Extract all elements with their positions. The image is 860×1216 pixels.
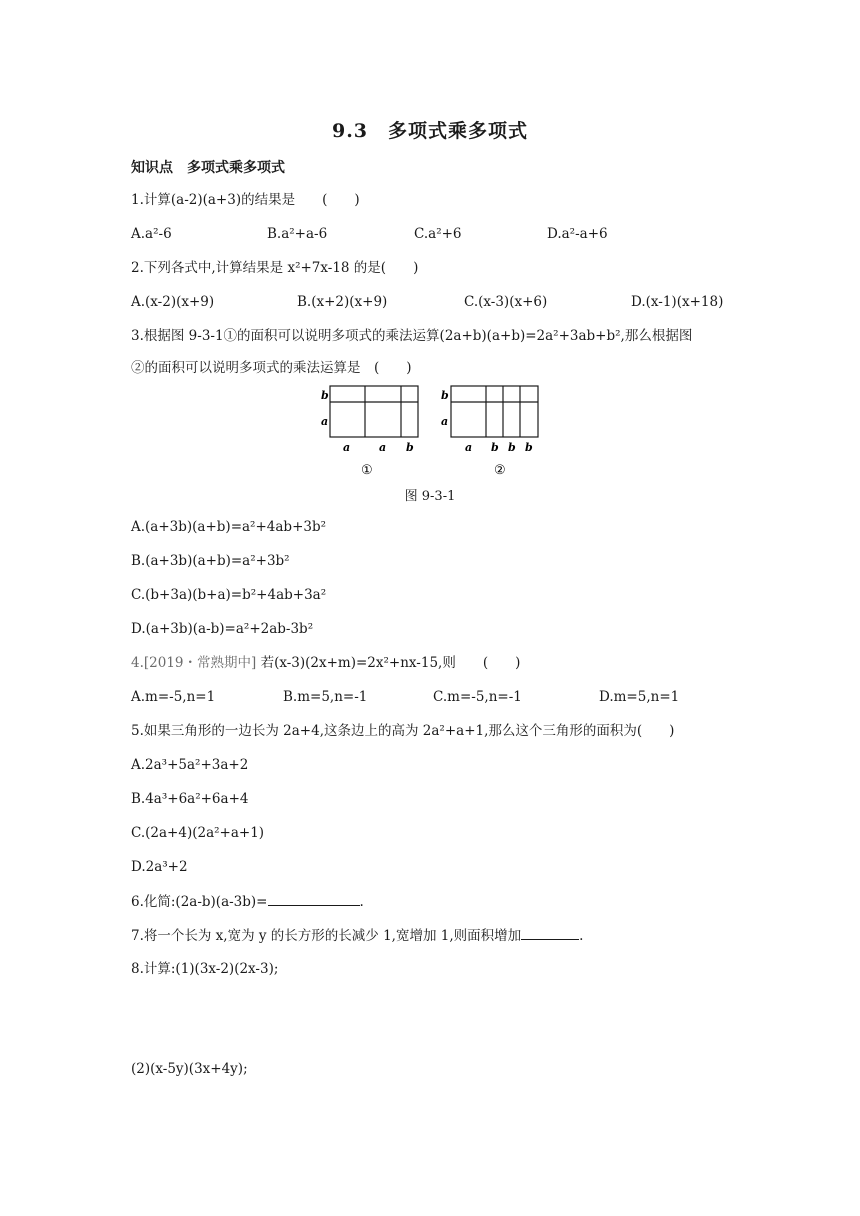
right-label-b: b bbox=[441, 389, 449, 402]
figure-caption: 图 9-3-1 bbox=[404, 489, 456, 504]
question-4-option-b: B.m=5,n=-1 bbox=[283, 689, 368, 705]
question-7-answer-blank[interactable] bbox=[521, 926, 579, 940]
question-4-option-c: C.m=-5,n=-1 bbox=[433, 689, 522, 705]
right-x-label-4: b bbox=[525, 441, 533, 454]
question-1-stem: 1.计算(a-2)(a+3)的结果是 ( ) bbox=[131, 192, 360, 208]
right-label-a: a bbox=[441, 415, 449, 428]
question-6-answer-blank[interactable] bbox=[268, 892, 360, 906]
question-1-option-a: A.a²-6 bbox=[131, 226, 172, 242]
figure-right bbox=[441, 386, 538, 478]
question-8-part-2: (2)(x-5y)(3x+4y); bbox=[131, 1061, 248, 1077]
left-label-b: b bbox=[321, 389, 329, 402]
page-title: 9.3 多项式乘多项式 bbox=[331, 120, 529, 142]
question-3-option-a: A.(a+3b)(a+b)=a²+4ab+3b² bbox=[131, 519, 327, 535]
question-1-option-b: B.a²+a-6 bbox=[267, 226, 328, 242]
question-7 bbox=[131, 926, 583, 945]
question-8-stem: 8.计算:(1)(3x-2)(2x-3); bbox=[131, 961, 279, 977]
left-x-label-1: a bbox=[343, 441, 351, 454]
question-5-option-d: D.2a³+2 bbox=[131, 859, 188, 875]
question-3-stem-line-2: ②的面积可以说明多项式的乘法运算是 ( ) bbox=[131, 360, 412, 376]
left-x-label-3: b bbox=[406, 441, 414, 454]
question-5-option-b: B.4a³+6a²+6a+4 bbox=[131, 791, 249, 807]
question-5-option-a: A.2a³+5a²+3a+2 bbox=[131, 757, 249, 773]
question-2-option-d: D.(x-1)(x+18) bbox=[631, 294, 724, 310]
question-6-stem: 6.化简:(2a-b)(a-3b)= bbox=[131, 894, 268, 910]
question-2-option-b: B.(x+2)(x+9) bbox=[297, 294, 388, 310]
left-label-a: a bbox=[321, 415, 329, 428]
question-2-option-a: A.(x-2)(x+9) bbox=[131, 294, 215, 310]
question-3-option-c: C.(b+3a)(b+a)=b²+4ab+3a² bbox=[131, 587, 327, 603]
left-figure-number: ① bbox=[361, 463, 373, 478]
question-1-option-c: C.a²+6 bbox=[414, 226, 462, 242]
question-6-end: . bbox=[359, 894, 364, 910]
question-3-option-b: B.(a+3b)(a+b)=a²+3b² bbox=[131, 553, 290, 569]
right-figure-number: ② bbox=[494, 463, 506, 478]
section-heading: 知识点 多项式乘多项式 bbox=[131, 160, 285, 176]
question-7-end: . bbox=[579, 928, 584, 944]
right-x-label-3: b bbox=[508, 441, 516, 454]
question-4-option-a: A.m=-5,n=1 bbox=[131, 689, 216, 705]
question-4-option-d: D.m=5,n=1 bbox=[599, 689, 680, 705]
question-1-option-d: D.a²-a+6 bbox=[547, 226, 608, 242]
question-2-stem: 2.下列各式中,计算结果是 x²+7x-18 的是( ) bbox=[131, 260, 419, 276]
question-5-option-c: C.(2a+4)(2a²+a+1) bbox=[131, 825, 265, 841]
question-4-source: 4.[2019・常熟期中] bbox=[131, 655, 257, 671]
question-4-stem bbox=[131, 654, 520, 672]
right-x-label-1: a bbox=[465, 441, 473, 454]
left-x-label-2: a bbox=[379, 441, 387, 454]
question-3-stem-line-1: 3.根据图 9-3-1①的面积可以说明多项式的乘法运算(2a+b)(a+b)=2a²+3ab+b²,那么根据图 bbox=[131, 328, 693, 344]
right-x-label-2: b bbox=[491, 441, 499, 454]
question-6 bbox=[131, 892, 364, 911]
figure-left bbox=[321, 386, 418, 478]
figure-9-3-1 bbox=[315, 380, 550, 480]
question-2-option-c: C.(x-3)(x+6) bbox=[464, 294, 548, 310]
question-3-option-d: D.(a+3b)(a-b)=a²+2ab-3b² bbox=[131, 621, 314, 637]
question-7-stem: 7.将一个长为 x,宽为 y 的长方形的长减少 1,宽增加 1,则面积增加 bbox=[131, 928, 522, 944]
question-5-stem: 5.如果三角形的一边长为 2a+4,这条边上的高为 2a²+a+1,那么这个三角形的面积为( ) bbox=[131, 723, 675, 739]
question-4-text: 若(x-3)(2x+m)=2x²+nx-15,则 ( ) bbox=[260, 655, 521, 671]
